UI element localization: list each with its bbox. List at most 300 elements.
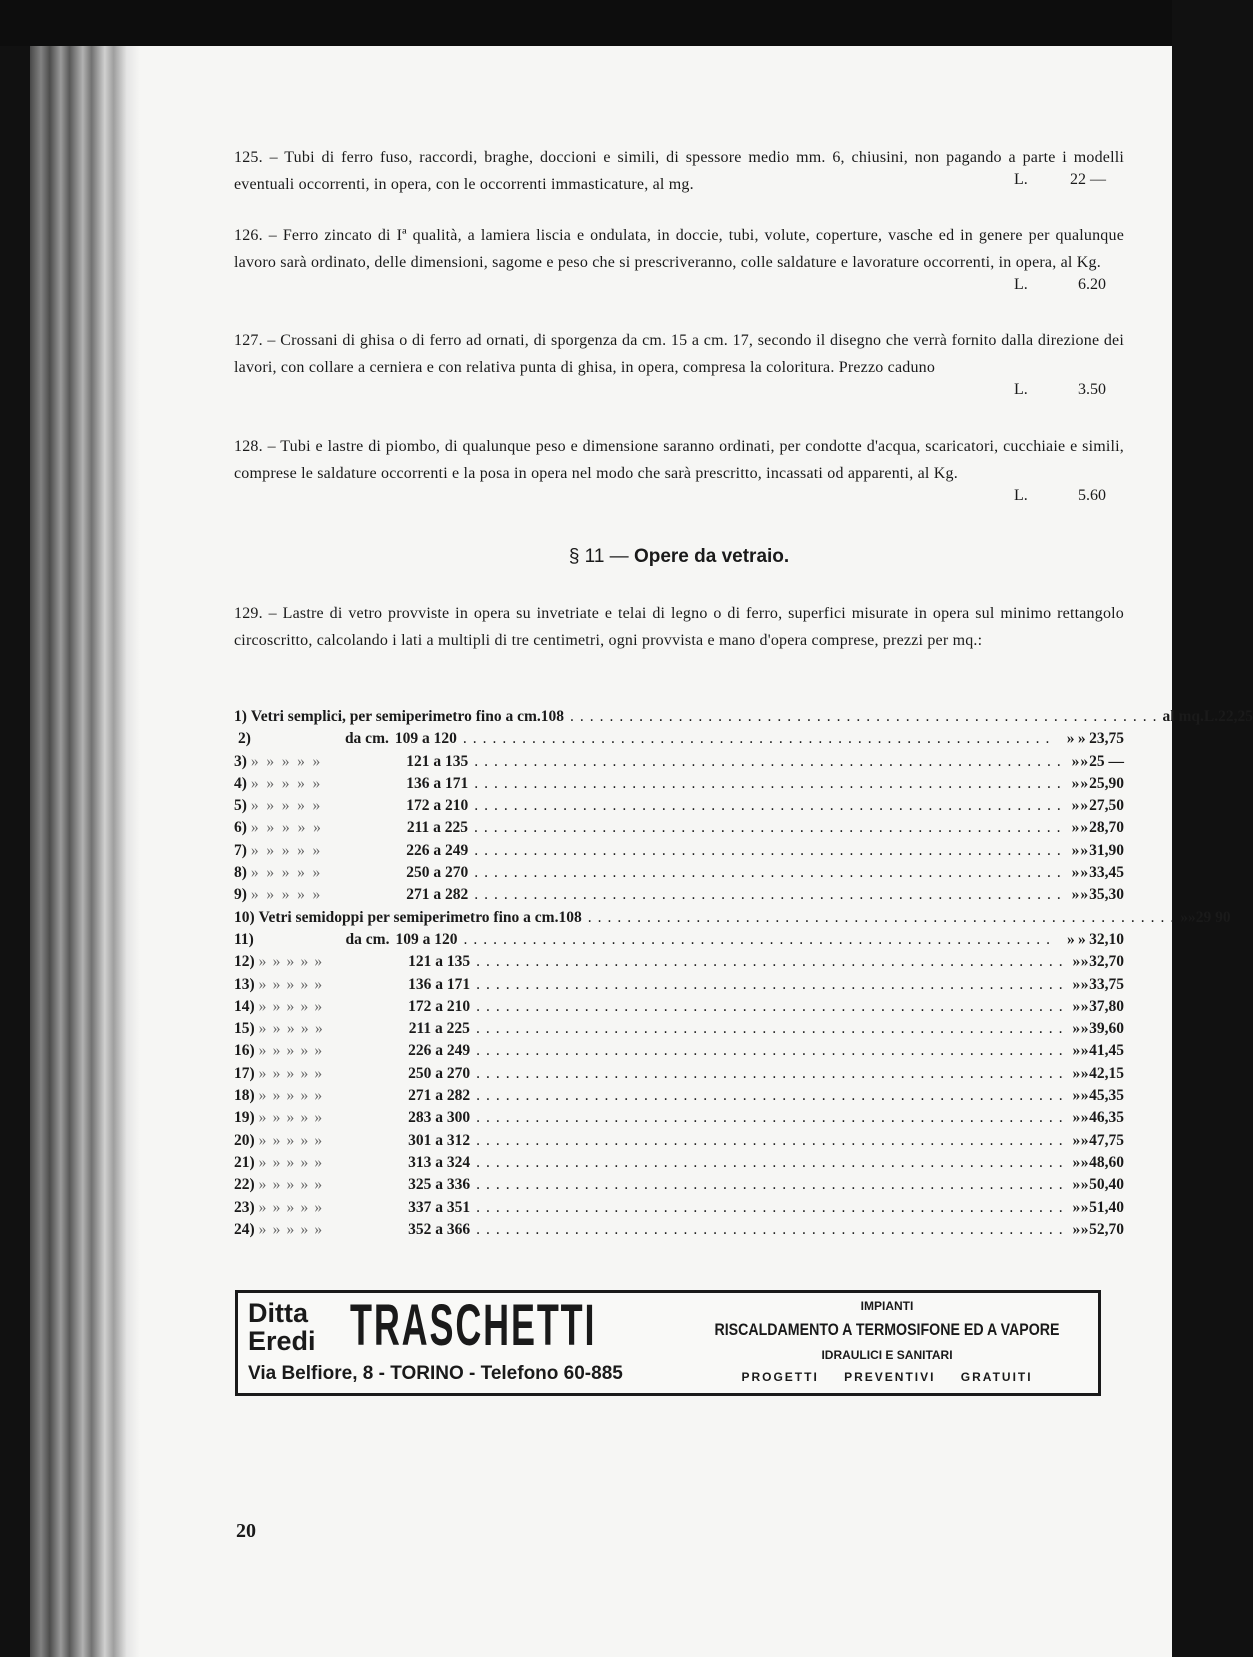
row-currency: » <box>1080 1020 1089 1038</box>
ditto-mark: » <box>272 1131 281 1149</box>
ditto-mark: » <box>250 819 259 837</box>
row-range: 108 <box>540 708 565 725</box>
ditto-mark: » <box>297 797 305 815</box>
table-row <box>234 1132 1124 1154</box>
ditto-mark: » <box>258 1220 267 1238</box>
row-description <box>255 953 408 971</box>
ditto-mark: » <box>266 819 275 837</box>
row-price: 52,70 <box>1089 1220 1124 1238</box>
table-row <box>234 976 1124 998</box>
glass-price-table <box>234 708 1253 1243</box>
row-number: 8) <box>234 864 247 882</box>
row-unit: » <box>1071 797 1080 815</box>
row-range: 172 a 210 <box>406 797 469 815</box>
ditto-mark: » <box>300 1020 309 1038</box>
item-number: 129. <box>234 605 263 622</box>
ditto-mark: » <box>314 1131 323 1149</box>
ditto-mark: » <box>297 774 305 792</box>
ditto-mark: » <box>314 1109 323 1127</box>
item-text: – Tubi di ferro fuso, raccordi, braghe, doccioni e simili, di spessore medio mm. 6, chiusini, non pagando a parte i modelli eventuali occorrenti, in opera, con le occorrenti immasticature, al mg. <box>234 149 1125 193</box>
row-currency: » <box>1080 886 1089 904</box>
table-row <box>234 730 1124 752</box>
row-range: 108 <box>558 908 582 926</box>
row-description <box>247 753 406 771</box>
row-currency: » <box>1080 975 1089 993</box>
row-price: 33,75 <box>1089 975 1124 993</box>
ditto-mark: » <box>282 819 290 837</box>
row-price: 50,40 <box>1089 1176 1124 1194</box>
ditto-mark: » <box>266 752 275 770</box>
table-row <box>234 708 1253 730</box>
ditto-mark: » <box>314 975 323 993</box>
dot-leader: ............................................................ <box>476 997 1069 1015</box>
row-number: 17) <box>234 1064 255 1082</box>
dot-leader: ............................................................ <box>476 1220 1069 1238</box>
row-currency: L. <box>1203 708 1219 725</box>
row-number: 5) <box>234 797 247 815</box>
ditto-mark: » <box>286 1198 295 1216</box>
ad-line-progetti: PROGETTI PREVENTIVI GRATUITI <box>741 1370 1033 1384</box>
row-unit: » <box>1071 886 1080 904</box>
row-number: 19) <box>234 1109 255 1127</box>
row-description <box>255 1087 408 1105</box>
row-range: 271 a 282 <box>408 1087 471 1105</box>
row-unit: » <box>1071 864 1080 882</box>
ditto-mark: » <box>258 1042 267 1060</box>
ditto-mark: » <box>281 797 290 815</box>
advertisement-box <box>235 1290 1101 1396</box>
ditto-mark: » <box>300 953 309 971</box>
item-text: – Tubi e lastre di piombo, di qualunque peso e dimensione saranno ordinati, per condotte d'acqua, scaricatori, cucchiaie e simili, comprese le saldature occorrenti e la posa in opera nel modo che sarà prescritto, incassati od apparenti, al Kg. <box>234 438 1124 482</box>
currency: L. <box>1014 276 1028 293</box>
ditto-mark: » <box>281 774 290 792</box>
table-row <box>234 1020 1124 1042</box>
row-unit: » <box>1066 730 1075 748</box>
ditto-mark: » <box>300 1153 309 1171</box>
table-row <box>234 864 1124 886</box>
row-currency: » <box>1080 1109 1089 1127</box>
ditto-mark: » <box>250 797 259 815</box>
row-price: 37,80 <box>1089 997 1124 1015</box>
row-currency: » <box>1080 819 1089 837</box>
ditto-mark: » <box>286 1042 295 1060</box>
row-description <box>255 1154 408 1172</box>
row-currency: » <box>1080 797 1089 815</box>
row-currency: » <box>1080 1064 1089 1082</box>
row-range: 121 a 135 <box>408 953 471 971</box>
ditto-mark: » <box>314 1042 323 1060</box>
ditto-mark: » <box>250 752 259 770</box>
ditto-mark: » <box>300 1087 309 1105</box>
row-price: 31,90 <box>1089 841 1125 859</box>
table-row <box>234 753 1124 775</box>
row-number: 23) <box>234 1198 255 1216</box>
ditto-mark: » <box>272 953 281 971</box>
dot-leader: ............................................................ <box>476 1176 1069 1194</box>
row-description <box>247 864 406 882</box>
ditto-mark: » <box>272 975 281 993</box>
scan-top-border <box>0 0 1172 46</box>
row-range: 352 a 366 <box>408 1220 471 1238</box>
dot-leader: ............................................................ <box>474 797 1067 815</box>
row-unit: » <box>1072 1087 1081 1105</box>
item-128-price <box>1014 487 1124 505</box>
currency: L. <box>1014 487 1028 504</box>
row-range: 172 a 210 <box>408 997 471 1015</box>
row-number: 9) <box>234 886 247 904</box>
ditto-mark: » <box>258 1131 267 1149</box>
row-currency: » <box>1080 1087 1089 1105</box>
row-currency: » <box>1080 997 1089 1015</box>
ditto-mark: » <box>258 953 267 971</box>
ditto-mark: » <box>314 997 323 1015</box>
row-unit: » <box>1071 774 1080 792</box>
ditto-mark: » <box>266 886 275 904</box>
row-range: 283 a 300 <box>408 1109 471 1127</box>
dot-leader: ............................................................ <box>474 774 1067 792</box>
row-number: 21) <box>234 1153 255 1171</box>
item-number: 126. <box>234 227 263 244</box>
row-number: 12) <box>234 953 255 971</box>
ditto-mark: » <box>312 864 321 882</box>
table-row <box>234 908 1231 931</box>
row-currency: » <box>1080 1176 1089 1194</box>
ditto-mark: » <box>272 1087 281 1105</box>
row-unit: » <box>1071 752 1080 770</box>
row-range: 109 a 120 <box>394 730 457 748</box>
item-125 <box>234 144 1124 198</box>
dot-leader: ............................................................ <box>476 953 1069 971</box>
ditto-mark: » <box>258 1064 267 1082</box>
table-row <box>234 775 1124 797</box>
ditto-mark: » <box>250 864 259 882</box>
price: 5.60 <box>1078 487 1106 504</box>
row-price: 28,70 <box>1089 819 1124 837</box>
dot-leader: ............................................................ <box>474 752 1067 770</box>
dot-leader: ............................................................ <box>476 1109 1069 1127</box>
row-range: 211 a 225 <box>408 1020 470 1038</box>
book-spine-shadow <box>30 46 140 1657</box>
row-price: 35,30 <box>1089 886 1125 904</box>
row-unit: » <box>1072 1042 1081 1060</box>
ditto-mark: » <box>286 1176 295 1194</box>
ditto-mark: » <box>281 841 290 859</box>
row-unit: » <box>1072 975 1081 993</box>
ditto-mark: » <box>281 886 290 904</box>
ditto-mark: » <box>258 997 267 1015</box>
dot-leader: ............................................................ <box>474 886 1067 904</box>
row-price: 51,40 <box>1089 1198 1124 1216</box>
table-row <box>234 1154 1124 1176</box>
table-row <box>234 1176 1124 1198</box>
row-unit: » <box>1072 953 1081 971</box>
row-description <box>247 797 406 815</box>
ditto-mark: » <box>300 1042 309 1060</box>
table-row <box>234 998 1124 1020</box>
dot-leader: ............................................................ <box>476 1198 1069 1216</box>
row-price: 23,75 <box>1089 730 1125 748</box>
row-currency: » <box>1080 1042 1089 1060</box>
ditto-mark: » <box>286 997 295 1015</box>
ditto-mark: » <box>266 774 275 792</box>
table-row <box>234 1065 1124 1087</box>
row-price: 45,35 <box>1089 1087 1124 1105</box>
row-price: 32,70 <box>1089 953 1124 971</box>
row-unit: » <box>1072 1153 1081 1171</box>
ad-eredi: Eredi <box>248 1326 316 1356</box>
ditto-mark: » <box>272 997 281 1015</box>
row-number: 20) <box>234 1131 255 1149</box>
ditto-mark: » <box>300 997 309 1015</box>
dot-leader: ............................................................ <box>476 1064 1069 1082</box>
row-range: 313 a 324 <box>408 1153 471 1171</box>
row-currency: » <box>1187 908 1196 926</box>
ditto-mark: » <box>300 1198 309 1216</box>
dot-leader: ............................................................ <box>476 1042 1069 1060</box>
ditto-mark: » <box>281 864 290 882</box>
ad-ditta: Ditta <box>248 1298 308 1328</box>
row-description <box>255 1020 409 1038</box>
price: 3.50 <box>1078 381 1106 398</box>
ditto-mark: » <box>297 841 305 859</box>
table-row <box>234 842 1124 864</box>
row-description: da cm. <box>345 930 390 948</box>
item-number: 125. <box>234 149 263 166</box>
ad-line-riscaldamento: RISCALDAMENTO A TERMOSIFONE ED A VAPORE <box>714 1321 1060 1339</box>
ditto-mark: » <box>314 1198 323 1216</box>
row-range: 301 a 312 <box>408 1131 471 1149</box>
row-range: 136 a 171 <box>406 774 469 792</box>
ad-address: Via Belfiore, 8 - TORINO - Telefono 60-885 <box>248 1363 623 1384</box>
dot-leader: ............................................................ <box>474 864 1067 882</box>
row-description <box>255 1132 408 1150</box>
price: 22 — <box>1070 171 1106 188</box>
row-price: 41,45 <box>1089 1042 1124 1060</box>
ditto-mark: » <box>300 975 309 993</box>
row-currency: » <box>1077 730 1086 748</box>
ditto-mark: » <box>258 1020 267 1038</box>
ad-line-idraulici: IDRAULICI E SANITARI <box>821 1348 953 1362</box>
row-price: 25,90 <box>1089 774 1125 792</box>
ditto-mark: » <box>314 953 323 971</box>
item-text: – Ferro zincato di Iª qualità, a lamiera liscia e ondulata, in doccie, tubi, volute, coperture, vasche ed in genere per qualunque lavoro sarà ordinato, delle dimensioni, sagome e peso che si prescriveranno, colle saldature e lavorature occorrenti, in opera, al Kg. <box>234 227 1125 271</box>
row-unit: » <box>1072 1176 1081 1194</box>
table-row <box>234 819 1124 841</box>
row-currency: » <box>1080 864 1089 882</box>
ditto-mark: » <box>286 1220 295 1238</box>
table-row <box>234 953 1124 975</box>
ditto-mark: » <box>258 1153 267 1171</box>
ditto-mark: » <box>286 1109 295 1127</box>
ditto-mark: » <box>312 841 321 859</box>
row-description <box>247 886 406 904</box>
ditto-mark: » <box>314 1020 323 1038</box>
currency: L. <box>1014 171 1028 188</box>
row-number: 18) <box>234 1087 255 1105</box>
row-range: 337 a 351 <box>408 1198 471 1216</box>
row-price: 32,10 <box>1089 930 1124 948</box>
ditto-mark: » <box>297 819 306 837</box>
ditto-mark: » <box>297 886 305 904</box>
row-price: 22,25 <box>1218 708 1253 725</box>
row-price: 33,45 <box>1089 864 1125 882</box>
ditto-mark: » <box>286 953 295 971</box>
dot-leader: ............................................................ <box>475 1020 1069 1038</box>
row-number: 16) <box>234 1042 255 1060</box>
ditto-mark: » <box>250 841 259 859</box>
item-128 <box>234 433 1124 487</box>
ditto-mark: » <box>314 1176 323 1194</box>
ditto-mark: » <box>272 1153 281 1171</box>
table-row <box>234 1221 1124 1243</box>
row-description <box>255 1199 408 1217</box>
ditto-mark: » <box>258 975 267 993</box>
row-description <box>255 976 408 994</box>
dot-leader: ............................................................ <box>476 1153 1069 1171</box>
dot-leader: ............................................................ <box>570 708 1163 725</box>
ditto-mark: » <box>312 886 321 904</box>
section-symbol: § 11 — <box>568 546 629 567</box>
section-heading <box>234 546 1124 568</box>
ditto-mark: » <box>300 1176 309 1194</box>
ditto-mark: » <box>286 1153 295 1171</box>
row-description: Vetri semplici, per semiperimetro fino a cm. <box>250 708 541 725</box>
ditto-mark: » <box>312 752 321 770</box>
item-126-price <box>1014 276 1124 294</box>
dot-leader: ............................................................ <box>476 1087 1069 1105</box>
ditto-mark: » <box>286 1020 295 1038</box>
row-unit: al mq. <box>1162 708 1204 725</box>
dot-leader: ............................................................ <box>476 975 1069 993</box>
row-price: 27,50 <box>1089 797 1125 815</box>
item-text: – Crossani di ghisa o di ferro ad ornati, di sporgenza da cm. 15 a cm. 17, secondo il disegno che verrà fornito dalla direzione dei lavori, con collare a cerniera e con relativa punta di ghisa, in opera, compresa la coloritura. Prezzo caduno <box>234 332 1124 376</box>
row-range: 226 a 249 <box>408 1042 471 1060</box>
row-description <box>255 998 408 1016</box>
row-range: 136 a 171 <box>408 975 471 993</box>
row-description <box>247 842 406 860</box>
row-description <box>255 1221 408 1239</box>
ditto-mark: » <box>258 1109 267 1127</box>
row-currency: » <box>1080 841 1089 859</box>
row-description: da cm. <box>344 730 389 748</box>
row-number: 11) <box>234 930 254 948</box>
row-number: 15) <box>234 1020 255 1038</box>
row-number: 2) <box>237 730 251 748</box>
item-125-price <box>1014 171 1124 189</box>
row-currency: » <box>1080 1153 1089 1171</box>
ditto-mark: » <box>297 752 305 770</box>
row-number: 1) <box>234 708 247 725</box>
price: 6.20 <box>1078 276 1106 293</box>
ditto-mark: » <box>300 1131 309 1149</box>
dot-leader: ............................................................ <box>474 841 1067 859</box>
row-price: 48,60 <box>1089 1153 1124 1171</box>
currency: L. <box>1014 381 1028 398</box>
ditto-mark: » <box>272 1042 281 1060</box>
ditto-mark: » <box>300 1220 309 1238</box>
row-range: 271 a 282 <box>406 886 469 904</box>
row-unit: » <box>1072 1131 1081 1149</box>
ditto-mark: » <box>314 1064 323 1082</box>
table-row <box>234 931 1124 953</box>
ditto-mark: » <box>250 886 259 904</box>
row-number: 6) <box>234 819 247 837</box>
ad-brand-name: TRASCHETTI <box>350 1293 597 1358</box>
ditto-mark: » <box>258 1198 267 1216</box>
ditto-mark: » <box>314 1153 323 1171</box>
ditto-mark: » <box>286 1087 295 1105</box>
row-description <box>247 819 407 837</box>
ditto-mark: » <box>266 841 275 859</box>
row-price: 29 90 <box>1195 908 1231 926</box>
table-row <box>234 1087 1124 1109</box>
row-price: 25 — <box>1089 752 1125 770</box>
row-currency: » <box>1080 1131 1089 1149</box>
row-number: 13) <box>234 975 255 993</box>
item-127 <box>234 327 1124 381</box>
ditto-mark: » <box>266 797 275 815</box>
row-currency: » <box>1078 930 1086 948</box>
ditto-mark: » <box>300 1109 309 1127</box>
row-unit: » <box>1180 908 1188 926</box>
row-currency: » <box>1080 752 1089 770</box>
item-127-price <box>1014 381 1124 399</box>
row-price: 42,15 <box>1089 1064 1124 1082</box>
item-number: 127. <box>234 332 263 349</box>
ditto-mark: » <box>312 797 321 815</box>
ditto-mark: » <box>272 1198 281 1216</box>
table-row <box>234 797 1124 819</box>
table-row <box>234 1109 1124 1131</box>
ditto-mark: » <box>313 819 321 837</box>
ditto-mark: » <box>286 1064 295 1082</box>
row-currency: » <box>1080 774 1089 792</box>
ad-line-impianti: IMPIANTI <box>860 1299 914 1313</box>
dot-leader: ............................................................ <box>587 908 1181 926</box>
row-range: 250 a 270 <box>408 1064 471 1082</box>
row-price: 47,75 <box>1089 1131 1124 1149</box>
dot-leader: ............................................................ <box>474 819 1067 837</box>
row-currency: » <box>1080 1220 1089 1238</box>
row-number: 22) <box>234 1176 255 1194</box>
row-description <box>255 1109 408 1127</box>
ditto-mark: » <box>272 1220 281 1238</box>
section-title: Opere da vetraio. <box>633 546 790 567</box>
ditto-mark: » <box>250 774 259 792</box>
item-129 <box>234 600 1124 654</box>
page-number: 20 <box>236 1520 256 1542</box>
table-row <box>234 1042 1124 1064</box>
row-description <box>247 775 406 793</box>
ditto-mark: » <box>258 1087 267 1105</box>
row-unit: » <box>1072 1109 1081 1127</box>
row-unit: » <box>1072 1220 1081 1238</box>
row-number: 14) <box>234 997 255 1015</box>
ditto-mark: » <box>272 1109 281 1127</box>
item-text: – Lastre di vetro provviste in opera su invetriate e telai di legno o di ferro, superfici misurate in opera sul minimo rettangolo circoscritto, calcolando i lati a multipli di tre centimetri, ogni provvista e mano d'opera comprese, prezzi per mq.: <box>234 605 1125 649</box>
row-unit: » <box>1072 1198 1081 1216</box>
row-currency: » <box>1080 953 1089 971</box>
ditto-mark: » <box>286 1131 295 1149</box>
row-unit: » <box>1072 1064 1081 1082</box>
row-unit: » <box>1071 841 1080 859</box>
item-126 <box>234 222 1124 276</box>
ditto-mark: » <box>272 1064 281 1082</box>
ditto-mark: » <box>266 864 275 882</box>
row-range: 325 a 336 <box>408 1176 471 1194</box>
ditto-mark: » <box>312 774 321 792</box>
row-number: 24) <box>234 1220 255 1238</box>
